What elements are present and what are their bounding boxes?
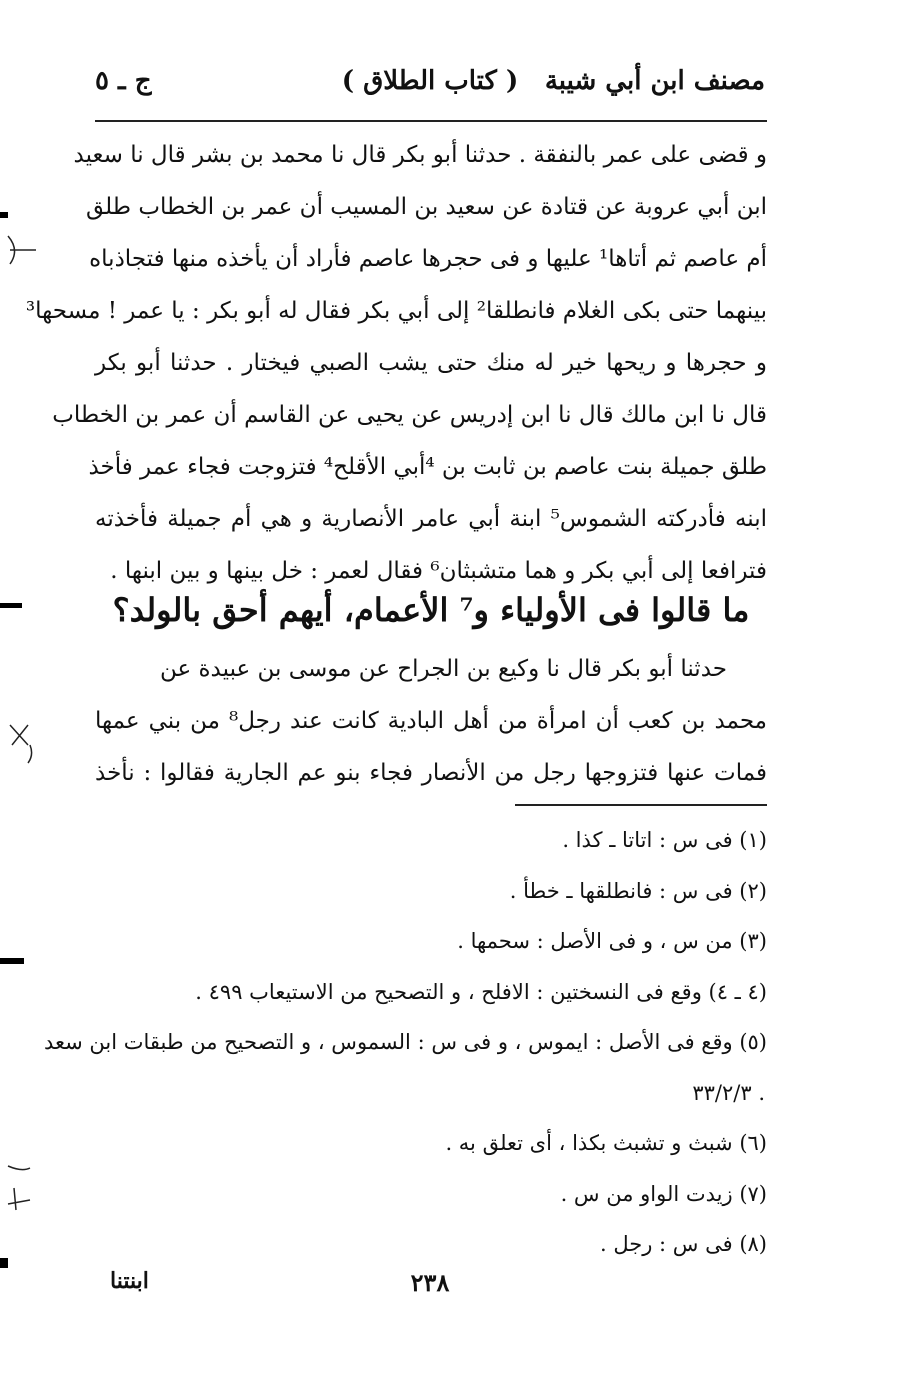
footnote: (٧) زيدت الواو من س . <box>560 1181 767 1206</box>
footnote: (٦) شبث و تشبث بكذا ، أى تعلق به . <box>445 1131 767 1155</box>
crop-mark-icon <box>0 1160 40 1220</box>
scan-edge-mark <box>0 958 24 964</box>
header-rule <box>95 120 767 122</box>
footnote: (٥) وقع فى الأصل : ايموس ، و فى س : السموس ، و التصحيح من طبقات ابن سعد <box>43 1030 767 1054</box>
text-line: ابنه فأدركته الشموس⁵ ابنة أبي عامر الأنصارية و هي أم جميلة فأخذته <box>95 506 768 532</box>
book-title: مصنف ابن أبي شيبة <box>544 66 765 96</box>
footnote-continuation: . ٣٣/٢/٣ <box>692 1080 765 1105</box>
text-line: محمد بن كعب أن امرأة من أهل البادية كانت عند رجل⁸ من بني عمها <box>95 708 767 734</box>
text-line: ابن أبي عروبة عن قتادة عن سعيد بن المسيب أن عمر بن الخطاب طلق <box>85 194 767 220</box>
footnote: (٣) من س ، و فى الأصل : سحمها . <box>457 929 767 953</box>
scan-edge-mark <box>0 1258 8 1268</box>
main-text <box>25 132 768 600</box>
footnote-rule <box>515 804 767 806</box>
footnote: (٨) فى س : رجل . <box>599 1232 767 1256</box>
text-line: أم عاصم ثم أتاها¹ عليها و فى حجرها عاصم فأراد أن يأخذه منها فتجاذباه <box>89 246 767 272</box>
text-line: فمات عنها فتزوجها رجل من الأنصار فجاء بنو عم الجارية فقالوا : نأخذ <box>95 760 767 786</box>
scan-edge-mark <box>0 603 22 608</box>
text-line: فترافعا إلى أبي بكر و هما متشبثان⁶ فقال لعمر : خل بينها و بين ابنها . <box>110 558 767 584</box>
footnote: (١) فى س : اتاتا ـ كذا . <box>562 828 767 852</box>
section-title: ( كتاب الطلاق ) <box>341 66 519 96</box>
text-line: و حجرها و ريحها خير له منك حتى يشب الصبي فيختار . حدثنا أبو بكر <box>95 350 767 376</box>
text-line: و قضى على عمر بالنفقة . حدثنا أبو بكر قال نا محمد بن بشر قال نا سعيد <box>73 142 767 168</box>
running-header <box>95 66 765 106</box>
scan-edge-mark <box>0 212 8 218</box>
page-number: ٢٣٨ <box>410 1268 450 1297</box>
chapter-heading: ما قالوا فى الأولياء و⁷ الأعمام، أيهم أحق بالولد؟ <box>112 591 750 629</box>
main-text-continued <box>95 646 767 802</box>
text-line: طلق جميلة بنت عاصم بن ثابت بن ⁴أبي الأقلح⁴ فتزوجت فجاء عمر فأخذ <box>88 454 767 480</box>
text-line: حدثنا أبو بكر قال نا وكيع بن الجراح عن موسى بن عبيدة عن <box>159 656 727 682</box>
footnote: (٢) فى س : فانطلقها ـ خطأ . <box>509 878 767 903</box>
footnote: (٤ ـ ٤) وقع فى النسختين : الافلح ، و التصحيح من الاستيعاب ٤٩٩ . <box>195 979 767 1004</box>
page-footer <box>95 1268 767 1308</box>
crop-mark-icon <box>0 715 40 765</box>
footnotes <box>43 818 767 1273</box>
crop-mark-icon <box>0 230 40 270</box>
text-line: قال نا ابن مالك قال نا ابن إدريس عن يحيى عن القاسم أن عمر بن الخطاب <box>52 402 767 428</box>
catchword: ابنتنا <box>110 1268 149 1294</box>
volume-number: ج ـ ٥ <box>95 66 152 96</box>
text-line: بينهما حتى بكى الغلام فانطلقا² إلى أبي بكر فقال له أبو بكر : يا عمر ! مسحها³ <box>25 298 767 324</box>
